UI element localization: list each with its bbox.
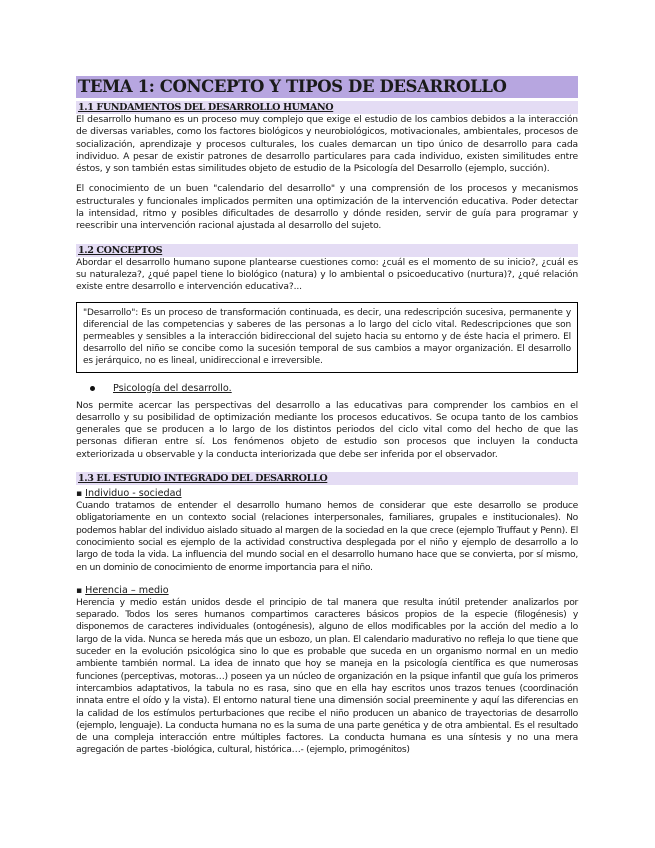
paragraph: El desarrollo humano es un proceso muy complejo que exige el estudio de los cambios debidos a la interacción de diversas variables, como los factores biológicos y neurobiológicos, motivacionales, ambientales, procesos de socialización, aprendizaje y procesos culturales, los cuales demarcan un tipo único de desarrollo para cada individuo. A pesar de existir patrones de desarrollo particulares para cada individuo, existen similitudes entre éstos, y son también estas similitudes objeto de estudio de la Psicología del Desarrollo (ejemplo, succión).	[76, 114, 578, 175]
paragraph: Abordar el desarrollo humano supone plantearse cuestiones como: ¿cuál es el momento de su inicio?, ¿cuál es su naturaleza?, ¿qué papel tiene lo biológico (natura) y lo ambiental o psicoeducativo (nurtura)?, ¿qué relación existe entre desarrollo e intervención educativa?...	[76, 256, 578, 293]
paragraph: Herencia y medio están unidos desde el principio de tal manera que resulta inútil pretender analizarlos por separado. Todos los seres humanos compartimos caracteres básicos propios de la especie (filogénesis) y disponemos de caracteres individuales (ontogénesis), alguno de ellos modificables por la acción del medio a lo largo de la vida. Nunca se hereda más que un esbozo, un plan. El calendario madurativo no refleja lo que tiene que suceder en la evolución psicológica sino lo que es probable que suceda en un organismo normal en un medio ambiente también normal. La idea de innato que hoy se maneja en la psicología científica es que numerosas funciones (perceptivas, motoras…) poseen ya un núcleo de organización en la psique infantil que guía los primeros intercambios adaptativos, la tabula no es rasa, sino que en ella hay escritos unos trazos tenues (coordinación innata entre el oído y la vista). El entorno natural tiene una dimensión social preeminente y aquí las diferencias en la calidad de los estímulos perturbaciones que recibe el niño producen un abanico de trayectorias de desarrollo (ejemplo, lenguaje). La conducta humana no es la suma de una parte genética y de otra ambiental. Es el resultado de una compleja interacción entre múltiples factores. La conducta humana es una síntesis y no una mera agregación de partes -biológica, cultural, histórica…- (ejemplo, primogénitos)	[76, 596, 578, 756]
section-heading-estudio-integrado: 1.3 EL ESTUDIO INTEGRADO DEL DESARROLLO	[76, 472, 578, 485]
subheading-label: Herencia – medio	[85, 584, 169, 596]
definition-box	[76, 302, 578, 373]
paragraph: El conocimiento de un buen "calendario del desarrollo" y una comprensión de los procesos y mecanismos estructurales y funcionales implicados permiten una optimización de la intervención educativa. Poder detectar la intensidad, ritmo y posibles dificultades de desarrollo y dónde residen, servir de guía para programar y reescribir una intervención racional ajustada al desarrollo del sujeto.	[76, 183, 578, 232]
paragraph: Cuando tratamos de entender el desarrollo humano hemos de considerar que este desarrollo se produce obligatoriamente en un contexto social (relaciones interpersonales, familiares, grupales e institucionales). No podemos hablar del individuo aislado situado al margen de la sociedad en la que crece (ejemplo Truffaut y Penn). El conocimiento social es ejemplo de la actividad constructiva desplegada por el niño y ejemplo de desarrollo a lo largo de toda la vida. La influencia del mundo social en el desarrollo humano hace que se convierta, por sí mismo, en un dominio de conocimiento de enorme importancia para el niño.	[76, 500, 578, 573]
subheading-label: Individuo - sociedad	[85, 488, 182, 500]
bullet-icon	[90, 386, 95, 391]
section-heading-fundamentos: 1.1 FUNDAMENTOS DEL DESARROLLO HUMANO	[76, 101, 578, 114]
bullet-label: Psicología del desarrollo.	[113, 382, 232, 394]
paragraph: Nos permite acercar las perspectivas del desarrollo a las educativas para comprender los cambios en el desarrollo y su posibilidad de optimización mediante los procesos educativos. Se ocupa tanto de los cambios generales que se producen a lo largo de los distintos periodos del ciclo vital como del hecho de que las personas difieran entre sí. Los fenómenos objeto de estudio son procesos que incluyen la conducta exteriorizada u observable y la conducta interiorizada que debe ser inferida por el observador.	[76, 399, 578, 460]
subheading-herencia-medio	[76, 585, 578, 597]
bullet-item	[80, 383, 578, 394]
document-page	[76, 76, 578, 757]
square-bullet-icon: ▪	[76, 489, 83, 500]
definition-text: "Desarrollo": Es un proceso de transformación continuada, es decir, una redescripción sucesiva, permanente y diferencial de las competencias y saberes de las personas a lo largo del ciclo vital. Redescripciones que son permeables y sensibles a la interacción bidireccional del sujeto hacia su entorno y de éste hacia el primero. El desarrollo del niño se concibe como la sucesión temporal de sus cambios a mayor organización. El desarrollo es jerárquico, no es lineal, unidireccional e irreversible.	[83, 307, 571, 367]
page-title: TEMA 1: CONCEPTO Y TIPOS DE DESARROLLO	[76, 76, 578, 98]
square-bullet-icon: ▪	[76, 585, 83, 596]
section-heading-conceptos: 1.2 CONCEPTOS	[76, 244, 578, 257]
subheading-individuo-sociedad	[76, 488, 578, 500]
